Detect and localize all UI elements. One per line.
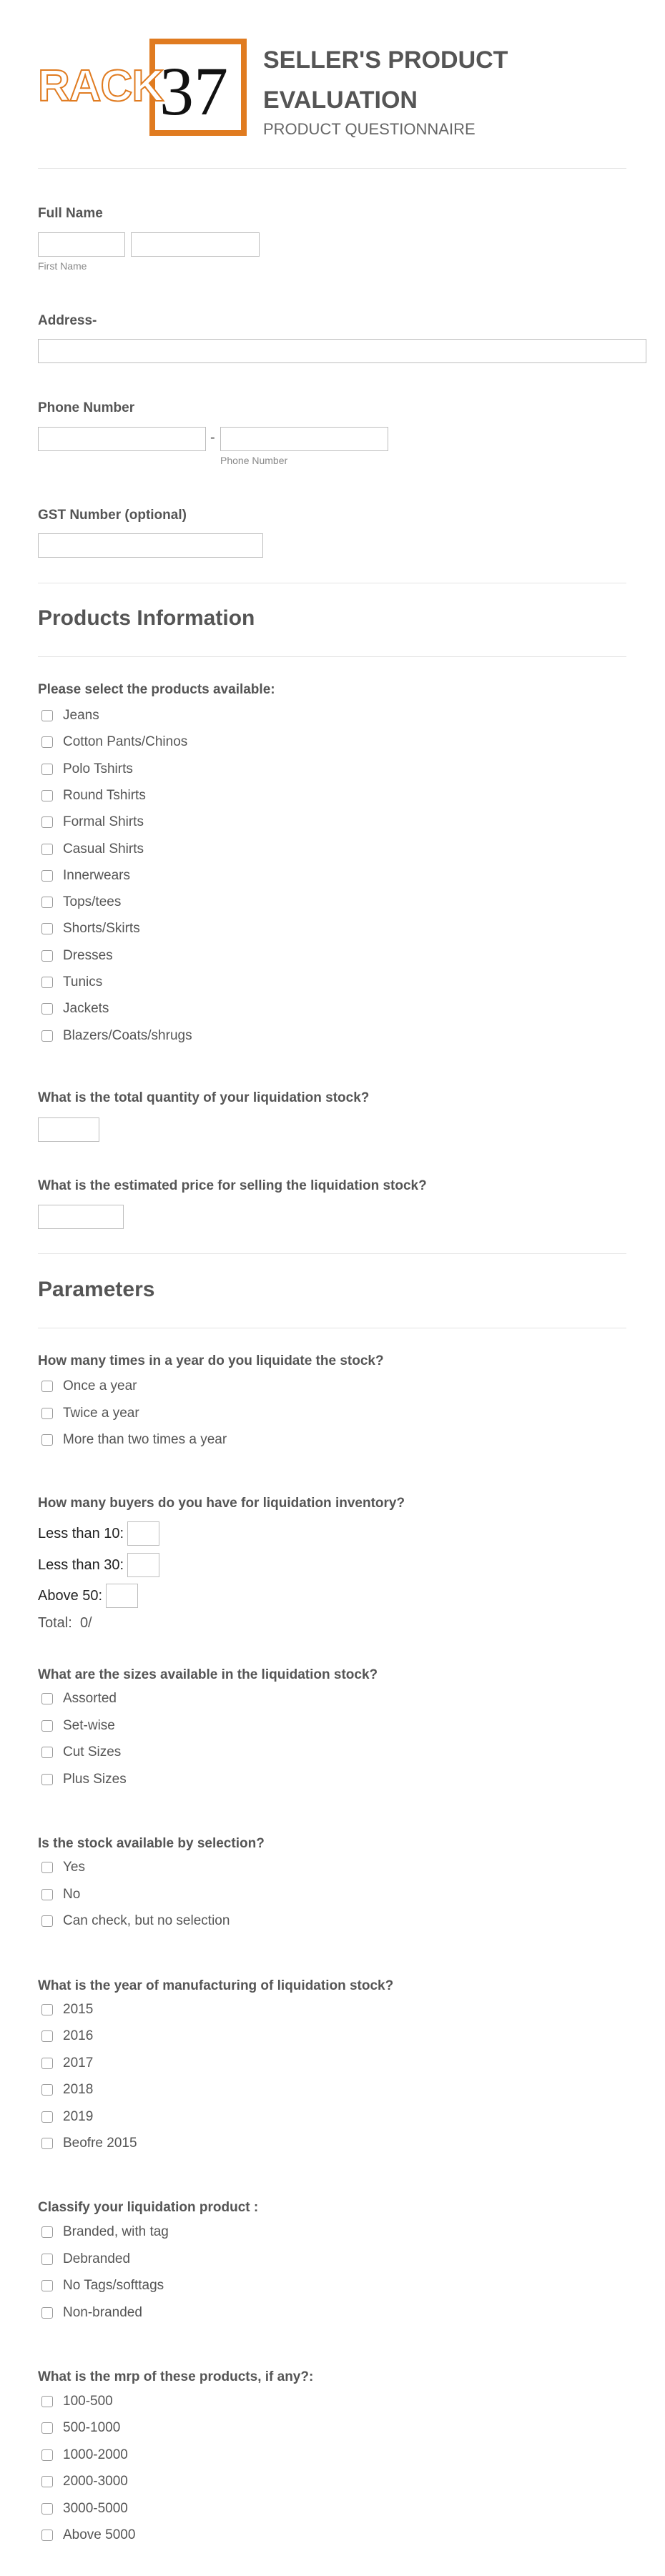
checkbox[interactable] bbox=[41, 2226, 53, 2238]
product-option[interactable] bbox=[41, 786, 146, 806]
year-option-label: 2015 bbox=[63, 2002, 94, 2017]
gst-label: GST Number (optional) bbox=[38, 508, 187, 523]
year-option-label: 2016 bbox=[63, 2028, 94, 2043]
size-option-label: Cut Sizes bbox=[63, 1745, 122, 1760]
price-input[interactable] bbox=[38, 1205, 124, 1229]
buyers-question-label: How many buyers do you have for liquidation inventory? bbox=[38, 1496, 405, 1511]
year-question-label: What is the year of manufacturing of liquidation stock? bbox=[38, 1978, 394, 1993]
form-header bbox=[38, 36, 626, 168]
mrp-option-label: 3000-5000 bbox=[63, 2501, 128, 2516]
product-option[interactable] bbox=[41, 972, 102, 992]
mrp-option-label: 1000-2000 bbox=[63, 2447, 128, 2462]
checkbox[interactable] bbox=[41, 1003, 53, 1015]
buyers-total-label bbox=[38, 1615, 92, 1632]
product-option-label: Shorts/Skirts bbox=[63, 921, 140, 936]
phone-separator: - bbox=[210, 430, 215, 445]
times-option-label: More than two times a year bbox=[63, 1432, 227, 1447]
checkbox[interactable] bbox=[41, 897, 53, 908]
times-question-label: How many times in a year do you liquidate the stock? bbox=[38, 1353, 384, 1368]
classify-option[interactable] bbox=[41, 2249, 130, 2269]
first-name-input[interactable] bbox=[38, 232, 125, 257]
product-option-label: Dresses bbox=[63, 948, 113, 963]
checkbox[interactable] bbox=[41, 1774, 53, 1785]
rack37-logo bbox=[38, 36, 260, 143]
address-input[interactable] bbox=[38, 339, 646, 363]
product-option[interactable] bbox=[41, 999, 109, 1019]
checkbox[interactable] bbox=[41, 2422, 53, 2434]
year-option-label: 2018 bbox=[63, 2082, 94, 2097]
checkbox[interactable] bbox=[41, 1408, 53, 1419]
checkbox[interactable] bbox=[41, 2004, 53, 2015]
buyers-less-than-30-input[interactable] bbox=[127, 1553, 159, 1577]
full-name-label: Full Name bbox=[38, 206, 103, 221]
size-option[interactable] bbox=[41, 1770, 127, 1790]
product-option[interactable] bbox=[41, 839, 144, 859]
buyers-row-label: Above 50: bbox=[38, 1588, 103, 1604]
classify-option[interactable] bbox=[41, 2303, 142, 2323]
classify-question-label: Classify your liquidation product : bbox=[38, 2200, 259, 2215]
total-value: 0/ bbox=[79, 1615, 92, 1631]
product-option[interactable] bbox=[41, 812, 144, 832]
checkbox[interactable] bbox=[41, 1915, 53, 1927]
selection-option[interactable] bbox=[41, 1911, 230, 1931]
times-option-label: Once a year bbox=[63, 1378, 137, 1393]
first-name-sublabel: First Name bbox=[38, 260, 87, 272]
products-question-label: Please select the products available: bbox=[38, 682, 275, 697]
sizes-question-label: What are the sizes available in the liquidation stock? bbox=[38, 1667, 378, 1682]
selection-question-label: Is the stock available by selection? bbox=[38, 1836, 265, 1851]
year-option[interactable] bbox=[41, 2026, 93, 2046]
product-option-label: Formal Shirts bbox=[63, 814, 144, 829]
product-option-label: Jackets bbox=[63, 1001, 109, 1016]
logo-word: RACK bbox=[38, 61, 164, 111]
checkbox[interactable] bbox=[41, 1434, 53, 1446]
checkbox[interactable] bbox=[41, 1030, 53, 1042]
product-option[interactable] bbox=[41, 732, 187, 752]
year-option[interactable] bbox=[41, 2000, 93, 2020]
quantity-question-label: What is the total quantity of your liquidation stock? bbox=[38, 1090, 370, 1105]
checkbox[interactable] bbox=[41, 790, 53, 801]
product-option-label: Blazers/Coats/shrugs bbox=[63, 1028, 192, 1043]
checkbox[interactable] bbox=[41, 977, 53, 988]
checkbox[interactable] bbox=[41, 2084, 53, 2096]
product-option-label: Tops/tees bbox=[63, 894, 122, 909]
checkbox[interactable] bbox=[41, 2307, 53, 2319]
buyers-row-label: Less than 10: bbox=[38, 1526, 124, 1541]
checkbox[interactable] bbox=[41, 950, 53, 962]
size-option-label: Plus Sizes bbox=[63, 1772, 127, 1787]
checkbox[interactable] bbox=[41, 2111, 53, 2123]
mrp-option[interactable] bbox=[41, 2499, 128, 2519]
times-option[interactable] bbox=[41, 1403, 139, 1423]
checkbox[interactable] bbox=[41, 2503, 53, 2515]
checkbox[interactable] bbox=[41, 844, 53, 855]
checkbox[interactable] bbox=[41, 710, 53, 721]
form-title: SELLER'S PRODUCT EVALUATION bbox=[263, 46, 508, 114]
product-option-label: Casual Shirts bbox=[63, 842, 144, 857]
classify-option-label: No Tags/softtags bbox=[63, 2278, 164, 2293]
divider bbox=[38, 1253, 626, 1254]
times-option[interactable] bbox=[41, 1376, 137, 1396]
checkbox[interactable] bbox=[41, 2280, 53, 2291]
classify-option[interactable] bbox=[41, 2222, 169, 2242]
size-option[interactable] bbox=[41, 1689, 117, 1709]
mrp-option-label: 100-500 bbox=[63, 2394, 113, 2409]
checkbox[interactable] bbox=[41, 1862, 53, 1873]
selection-option-label: No bbox=[63, 1887, 81, 1902]
classify-option[interactable] bbox=[41, 2276, 164, 2296]
size-option[interactable] bbox=[41, 1742, 121, 1762]
classify-option-label: Debranded bbox=[63, 2251, 131, 2266]
checkbox[interactable] bbox=[41, 2449, 53, 2461]
size-option-label: Assorted bbox=[63, 1691, 117, 1706]
phone-label: Phone Number bbox=[38, 400, 135, 415]
size-option-label: Set-wise bbox=[63, 1718, 115, 1733]
classify-option-label: Branded, with tag bbox=[63, 2224, 169, 2239]
product-option-label: Innerwears bbox=[63, 868, 130, 883]
checkbox[interactable] bbox=[41, 2254, 53, 2265]
divider bbox=[38, 168, 626, 169]
price-question-label: What is the estimated price for selling the liquidation stock? bbox=[38, 1178, 427, 1193]
product-option[interactable] bbox=[41, 706, 99, 726]
year-option[interactable] bbox=[41, 2053, 93, 2073]
checkbox[interactable] bbox=[41, 2030, 53, 2042]
product-option-label: Round Tshirts bbox=[63, 788, 146, 803]
checkbox[interactable] bbox=[41, 2138, 53, 2149]
product-option-label: Polo Tshirts bbox=[63, 761, 133, 776]
product-option[interactable] bbox=[41, 866, 130, 886]
last-name-input[interactable] bbox=[131, 232, 260, 257]
selection-option-label: Yes bbox=[63, 1860, 85, 1875]
product-option[interactable] bbox=[41, 759, 133, 779]
buyers-row-label: Less than 30: bbox=[38, 1557, 124, 1573]
times-option[interactable] bbox=[41, 1430, 227, 1450]
buyers-less-than-10-input[interactable] bbox=[127, 1521, 159, 1546]
selection-option-label: Can check, but no selection bbox=[63, 1913, 230, 1928]
year-option-label: Beofre 2015 bbox=[63, 2136, 137, 2151]
form-subtitle: PRODUCT QUESTIONNAIRE bbox=[263, 120, 476, 138]
phone-area-input[interactable] bbox=[38, 427, 206, 451]
quantity-input[interactable] bbox=[38, 1117, 99, 1142]
logo-number: 37 bbox=[159, 53, 228, 129]
checkbox[interactable] bbox=[41, 1720, 53, 1732]
address-label: Address- bbox=[38, 313, 97, 328]
divider bbox=[38, 656, 626, 657]
checkbox[interactable] bbox=[41, 816, 53, 828]
selection-option[interactable] bbox=[41, 1857, 85, 1877]
classify-option-label: Non-branded bbox=[63, 2305, 142, 2320]
gst-input[interactable] bbox=[38, 533, 263, 558]
mrp-option[interactable] bbox=[41, 2392, 113, 2412]
product-option-label: Jeans bbox=[63, 708, 99, 723]
total-label: Total: bbox=[38, 1615, 72, 1631]
parameters-section-title: Parameters bbox=[38, 1278, 155, 1301]
size-option[interactable] bbox=[41, 1716, 115, 1736]
mrp-option-label: Above 5000 bbox=[63, 2527, 136, 2542]
mrp-option[interactable] bbox=[41, 2418, 120, 2438]
checkbox[interactable] bbox=[41, 764, 53, 775]
year-option[interactable] bbox=[41, 2133, 137, 2153]
mrp-question-label: What is the mrp of these products, if any?: bbox=[38, 2369, 314, 2384]
year-option-label: 2019 bbox=[63, 2109, 94, 2124]
checkbox[interactable] bbox=[41, 1889, 53, 1900]
mrp-option[interactable] bbox=[41, 2525, 135, 2545]
phone-number-input[interactable] bbox=[220, 427, 388, 451]
phone-sublabel: Phone Number bbox=[220, 455, 288, 466]
products-section-title: Products Information bbox=[38, 606, 255, 630]
year-option[interactable] bbox=[41, 2080, 93, 2100]
product-option-label: Cotton Pants/Chinos bbox=[63, 734, 188, 749]
product-option[interactable] bbox=[41, 919, 140, 939]
checkbox[interactable] bbox=[41, 1381, 53, 1392]
mrp-option-label: 2000-3000 bbox=[63, 2474, 128, 2489]
mrp-option[interactable] bbox=[41, 2445, 128, 2465]
product-option[interactable] bbox=[41, 1026, 192, 1046]
checkbox[interactable] bbox=[41, 1693, 53, 1704]
year-option[interactable] bbox=[41, 2107, 93, 2127]
checkbox[interactable] bbox=[41, 870, 53, 882]
mrp-option-label: 500-1000 bbox=[63, 2420, 121, 2435]
product-option[interactable] bbox=[41, 892, 121, 912]
checkbox[interactable] bbox=[41, 2530, 53, 2541]
checkbox[interactable] bbox=[41, 2058, 53, 2069]
selection-option[interactable] bbox=[41, 1885, 80, 1905]
mrp-option[interactable] bbox=[41, 2472, 128, 2492]
checkbox[interactable] bbox=[41, 2476, 53, 2487]
product-option[interactable] bbox=[41, 946, 113, 966]
checkbox[interactable] bbox=[41, 923, 53, 934]
checkbox[interactable] bbox=[41, 2396, 53, 2407]
checkbox[interactable] bbox=[41, 1747, 53, 1758]
checkbox[interactable] bbox=[41, 736, 53, 748]
times-option-label: Twice a year bbox=[63, 1406, 139, 1421]
year-option-label: 2017 bbox=[63, 2056, 94, 2071]
product-option-label: Tunics bbox=[63, 974, 103, 990]
buyers-above-50-input[interactable] bbox=[106, 1584, 138, 1608]
